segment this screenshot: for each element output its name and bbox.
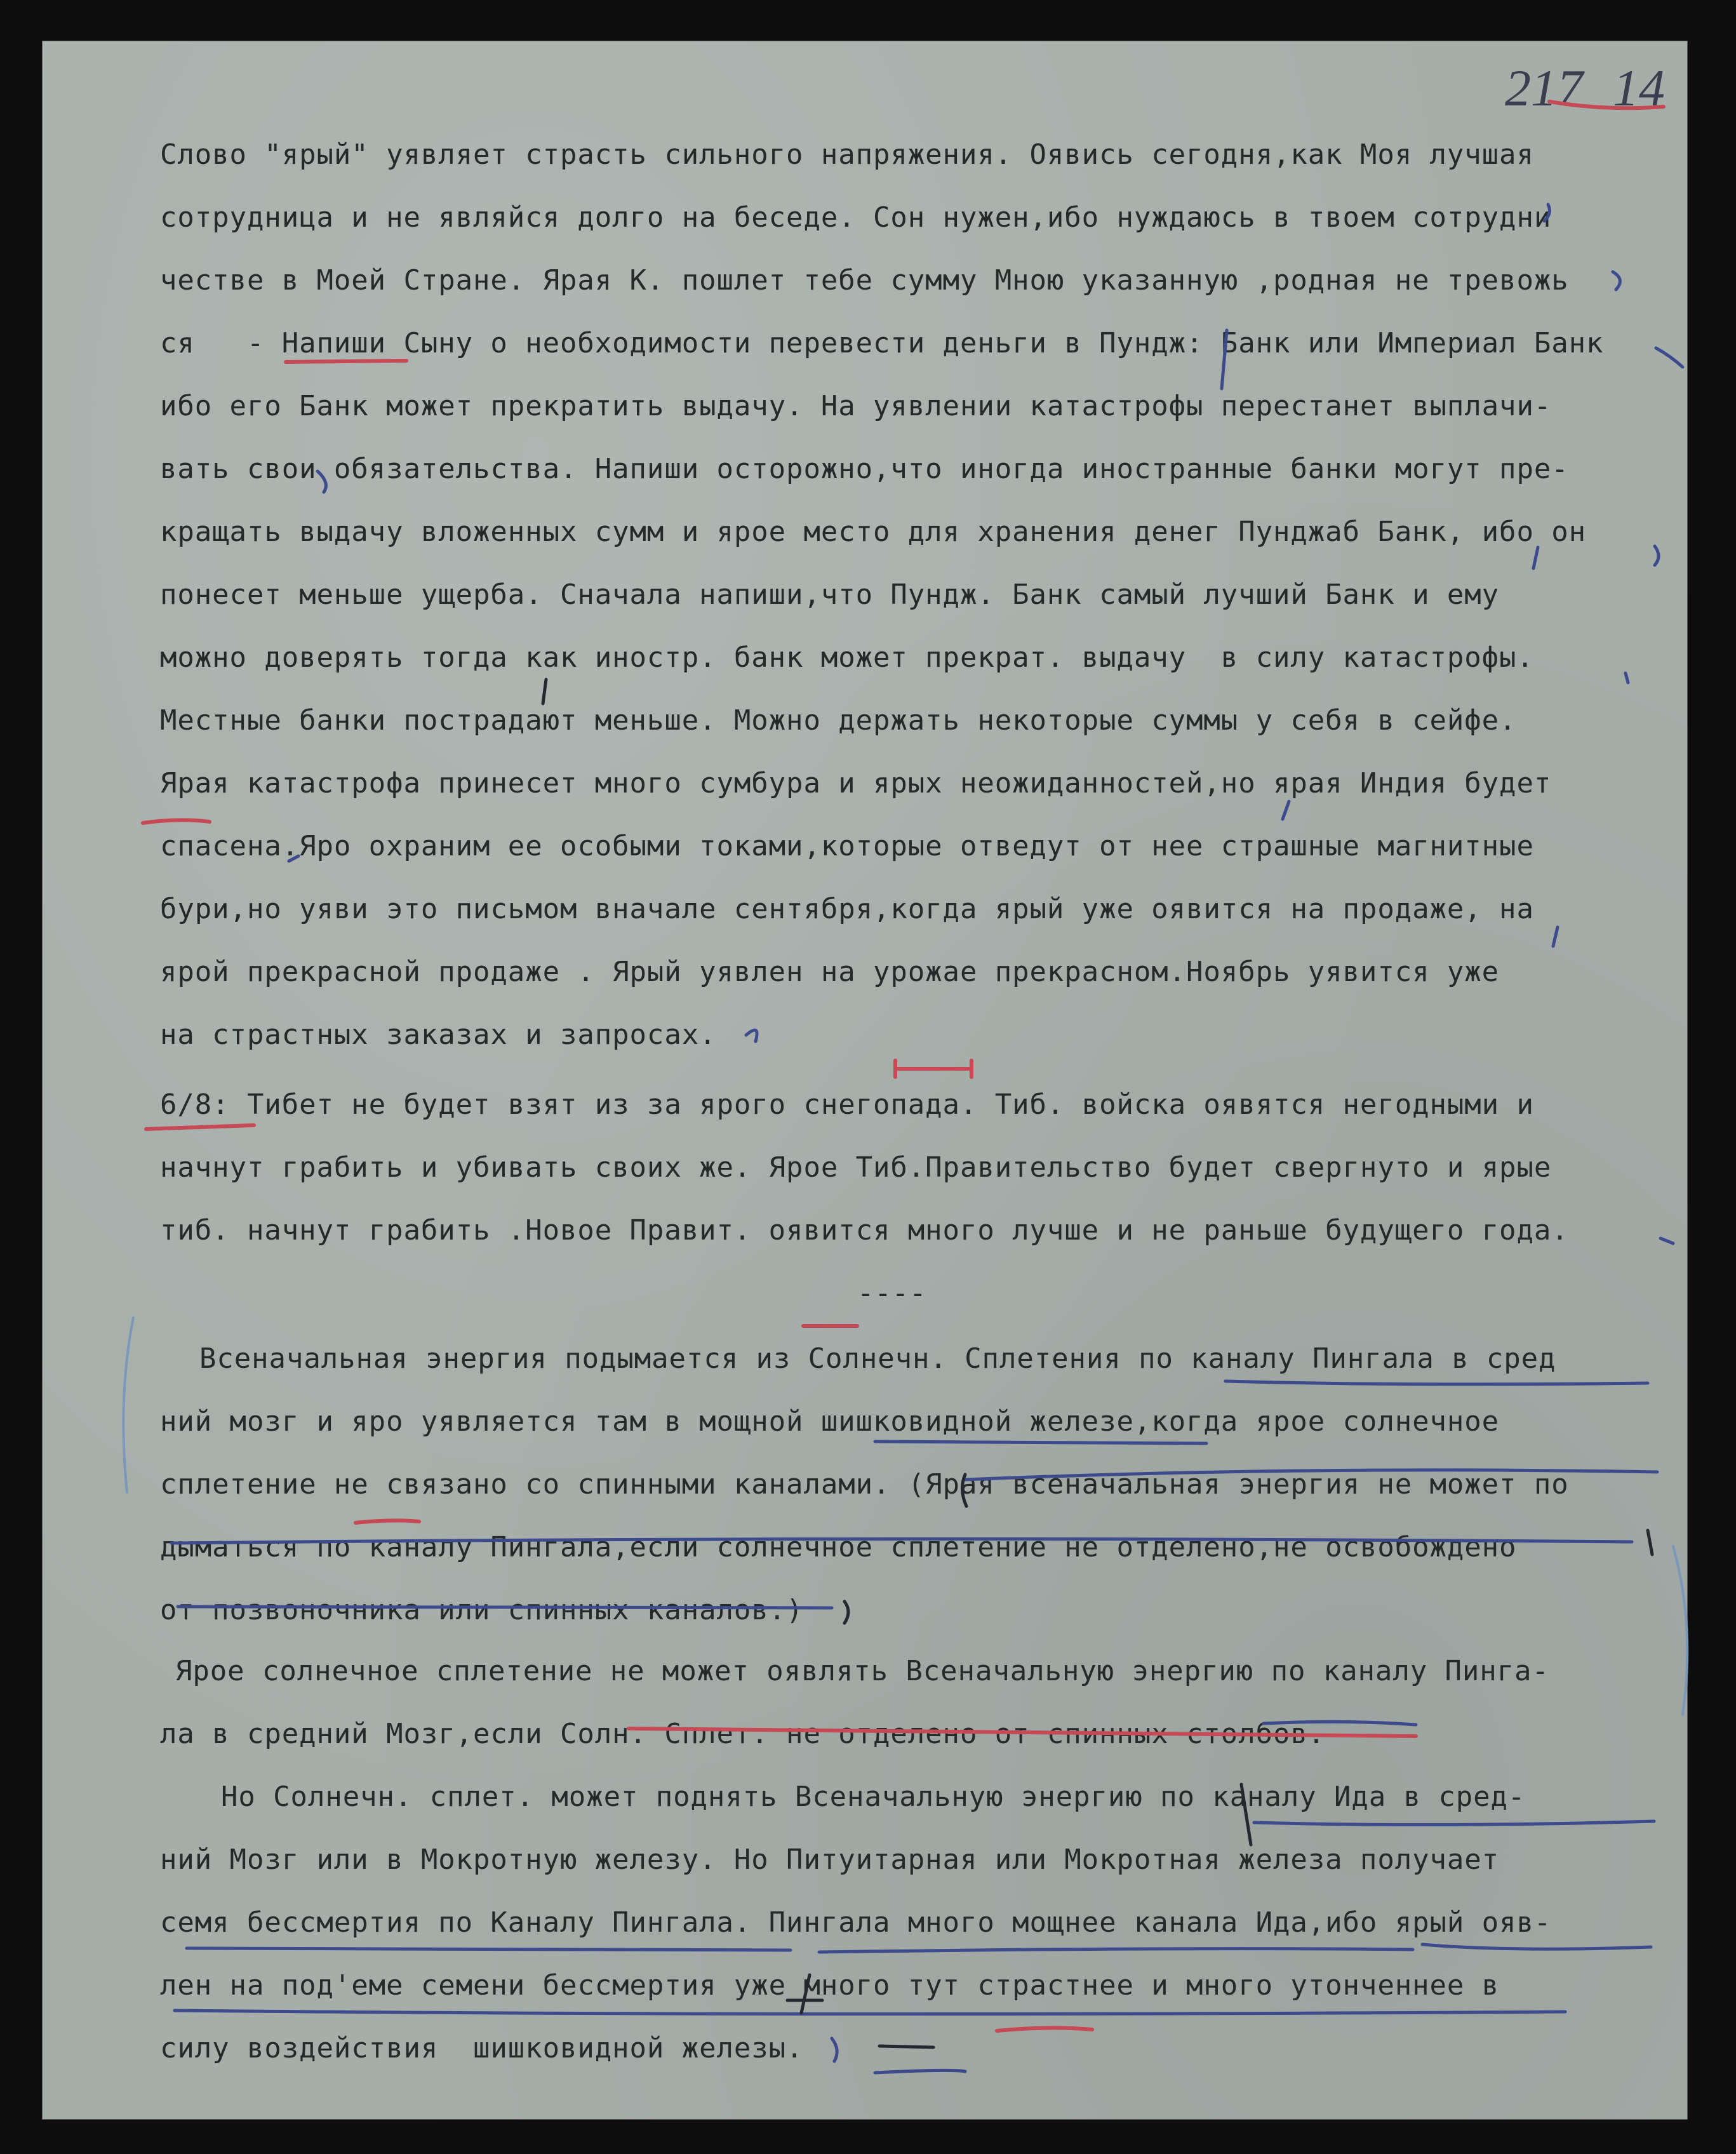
red-pencil-marks (143, 102, 1664, 2031)
red-mark-margin-2 (356, 1520, 419, 1523)
text-line: Но Солнечн. сплет. может поднять Всеначальную энергию по каналу Ида в сред- (221, 1781, 1526, 1813)
blue-comma-3 (1553, 927, 1558, 946)
archive-folio-number: 217 (1505, 59, 1583, 117)
red-underline-date (146, 1125, 254, 1129)
blue-underline-semya (187, 1948, 791, 1950)
text-line: Ярое солнечное сплетение не может оявлять Всеначальную энергию по каналу Пинга- (175, 1655, 1549, 1687)
text-line: ний Мозг или в Мокротную железу. Но Питуитарная или Мокротная железа получает (160, 1843, 1500, 1876)
text-line: спасена.Яро охраним ее особыми токами,которые отведут от нее страшные магнитные (160, 830, 1534, 862)
blue-char-correction-6 (746, 1030, 757, 1041)
text-line: тиб. начнут грабить .Новое Правит. оявится много лучше и не раньше будущего года. (160, 1214, 1569, 1247)
red-underline-page-number (1549, 102, 1664, 108)
text-line: Всеначальная энергия подымается из Солнечн. Сплетения по каналу Пингала в сред (199, 1342, 1556, 1375)
blue-strike-line-2 (171, 1539, 1632, 1543)
dark-bracket-close (845, 1602, 848, 1623)
blue-char-correction (1544, 204, 1549, 221)
blue-underline-stolbov (1264, 1722, 1416, 1725)
text-line: начнут грабить и убивать своих же. Ярое Тиб.Правительство будет свергнуто и ярые (160, 1151, 1552, 1184)
page-number: 14 (1613, 59, 1665, 117)
text-line: ибо его Банк может прекратить выдачу. На уявлении катастрофы перестанет выплачи- (160, 390, 1552, 422)
text-line: на страстных заказах и запросах. (160, 1019, 717, 1051)
text-line: ний мозг и яро уявляется там в мощной шишковидной железе,когда ярое солнечное (160, 1405, 1500, 1438)
dark-tick (543, 679, 546, 704)
blue-underline-bottom (875, 2070, 965, 2073)
dark-cross-stroke (801, 1975, 810, 2013)
dark-dash (879, 2046, 933, 2047)
blue-underline-shishkovidnoy (875, 1442, 1206, 1443)
text-line: Ярая катастрофа принесет много сумбура и ярых неожиданностей,но ярая Индия будет (160, 767, 1552, 799)
blue-char-correction-2 (1613, 272, 1620, 290)
blue-comma-2 (1283, 801, 1289, 819)
text-line: бури,но уяви это письмом вначале сентября,когда ярый уже оявится на продаже, на (160, 893, 1534, 925)
light-blue-right-margin (1673, 1546, 1687, 1715)
blue-comma (1533, 547, 1538, 568)
blue-bracket-close (832, 2038, 837, 2061)
light-blue-margin-curve (123, 1318, 133, 1492)
dark-vertical-stroke (1241, 1784, 1251, 1845)
text-line: ла в средний Мозг,если Солн. Сплет. не отделено от спинных столбов. (160, 1718, 1326, 1750)
red-underline-napishi (286, 361, 406, 362)
red-underline-otdeleno (629, 1729, 1416, 1736)
section-separator: ---- (857, 1277, 927, 1309)
blue-strike-line-1 (965, 1470, 1657, 1480)
text-line: честве в Моей Стране. Ярая К. пошлет тебе сумму Мною указанную ,родная не тревожь (160, 264, 1569, 297)
light-blue-marks (123, 1318, 1687, 1715)
text-line: дыматься по каналу Пингала,если солнечное сплетение не отделено,не освобождено (160, 1531, 1517, 1563)
text-line: Местные банки пострадают меньше. Можно держать некоторые суммы у себя в сейфе. (160, 704, 1517, 737)
text-line: сплетение не связано со спинными каналами. (Ярая всеначальная энергия не может по (160, 1468, 1569, 1501)
blue-underline-kanalu-ida (1254, 1821, 1654, 1825)
red-bracket-mark (895, 1060, 971, 1077)
blue-underline-yaryi (1422, 1944, 1651, 1949)
text-line: Слово "ярый" уявляет страсть сильного напряжения. Оявись сегодня,как Моя лучшая (160, 138, 1534, 171)
text-line: лен на под'еме семени бессмертия уже много тут страстнее и много утонченнее в (160, 1969, 1500, 2002)
dark-mark-margin (1648, 1530, 1652, 1555)
text-line: кращать выдачу вложенных сумм и ярое место для хранения денег Пунджаб Банк, ибо он (160, 516, 1586, 548)
blue-dot (1626, 673, 1628, 683)
blue-vertical-separator (1222, 330, 1227, 389)
text-line: семя бессмертия по Каналу Пингала. Пингала много мощнее канала Ида,ибо ярый ояв- (160, 1906, 1552, 1939)
text-line: сотрудница и не являйся долго на беседе. Сон нужен,ибо нуждаюсь в твоем сотрудни (160, 201, 1552, 234)
blue-char-correction-5 (1655, 546, 1659, 565)
red-mark-bottom (997, 2028, 1092, 2031)
blue-dot-3 (1660, 1238, 1673, 1243)
text-line: силу воздействия шишковидной железы. (160, 2032, 804, 2064)
blue-char-correction-4 (317, 471, 326, 492)
blue-underline-pingala (819, 1949, 1413, 1952)
red-mark-margin (143, 820, 210, 823)
blue-underline-long (175, 2010, 1565, 2014)
text-line: 6/8: Тибет не будет взят из за ярого снегопада. Тиб. войска оявятся негодными и (160, 1088, 1534, 1121)
text-line: ярой прекрасной продаже . Ярый уявлен на урожае прекрасном.Ноябрь уявится уже (160, 956, 1500, 988)
dark-pencil-marks (543, 679, 1652, 2047)
blue-dot-2 (289, 856, 298, 861)
text-line: ся - Напиши Сыну о необходимости перевести деньги в Пундж: Банк или Империал Банк (160, 327, 1604, 359)
blue-char-correction-3 (1656, 348, 1683, 367)
text-line: понесет меньше ущерба. Сначала напиши,что Пундж. Банк самый лучший Банк и ему (160, 579, 1500, 611)
blue-strike-line-3 (178, 1607, 832, 1608)
blue-ink-marks (171, 204, 1683, 2073)
text-line: вать свои обязательства. Напиши осторожно,что иногда иностранные банки могут пре- (160, 453, 1569, 485)
text-line: можно доверять тогда как иностр. банк может прекрат. выдачу в силу катастрофы. (160, 641, 1534, 674)
blue-underline-kanal-pingala (1225, 1381, 1648, 1384)
text-line: от позвоночника или спинных каналов.) (160, 1594, 804, 1626)
